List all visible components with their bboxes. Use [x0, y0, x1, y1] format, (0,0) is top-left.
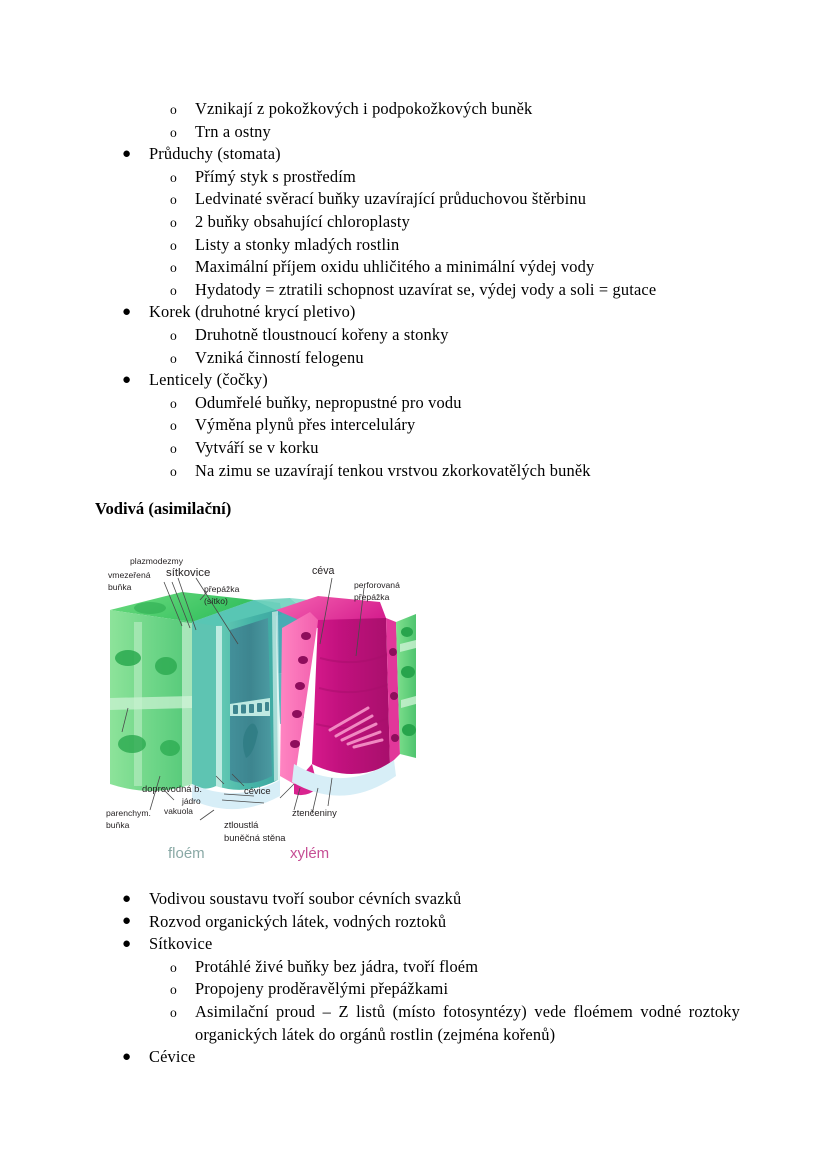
bullet-disc-icon: ●	[122, 1048, 132, 1065]
list-item	[0, 143, 828, 166]
bullet-disc-icon: ●	[122, 890, 132, 907]
figure-label-vmezerena-line2: buňka	[108, 582, 132, 592]
list-item-text: Průduchy (stomata)	[149, 144, 281, 164]
list-item-text: Odumřelé buňky, nepropustné pro vodu	[195, 392, 462, 412]
list-item	[0, 347, 828, 370]
list-item-text: Asimilační proud – Z listů (místo fotosyntézy) vede floémem vodné roztoky organických látek do orgánů rostlin (zejména kořenů)	[195, 1001, 740, 1044]
bullet-circle-icon: o	[170, 440, 177, 456]
list-item-text: Korek (druhotné krycí pletivo)	[149, 302, 356, 322]
list-item-text: Propojeny proděravělými přepážkami	[195, 979, 449, 999]
list-item-text: Ledvinaté svěrací buňky uzavírající průduchovou štěrbinu	[195, 189, 587, 209]
figure-label-perforovana-line2: přepážka	[354, 592, 390, 602]
list-item-text: Vznikají z pokožkových i podpokožkových buněk	[195, 99, 533, 118]
figure-label-jadro: jádro	[182, 796, 201, 806]
list-item	[0, 460, 828, 483]
list-item	[0, 211, 828, 234]
figure-label-vakuola: vakuola	[164, 806, 193, 816]
list-item-text: Hydatody = ztratili schopnost uzavírat se, výdej vody a soli = gutace	[195, 279, 657, 299]
figure-label-plazmodezmy: plazmodezmy	[130, 556, 184, 566]
bullet-circle-icon: o	[170, 124, 177, 140]
list-item-text: Listy a stonky mladých rostlin	[195, 234, 400, 254]
list-item-text: Lenticely (čočky)	[149, 370, 268, 390]
bullet-circle-icon: o	[170, 192, 177, 208]
list-item	[0, 279, 828, 302]
bullet-circle-icon: o	[170, 282, 177, 298]
list-item-text: Vytváří se v korku	[195, 437, 319, 457]
list-item-text: Vzniká činností felogenu	[195, 347, 364, 367]
figure-label-prepazka-line1: přepážka	[204, 584, 240, 594]
list-item-text: Přímý styk s prostředím	[195, 166, 356, 186]
vascular-tissue-diagram	[104, 548, 416, 868]
bullet-circle-icon: o	[170, 1004, 177, 1020]
bullet-circle-icon: o	[170, 463, 177, 479]
section-heading-vodiva: Vodivá (asimilační)	[95, 499, 232, 518]
bullet-circle-icon: o	[170, 327, 177, 343]
list-item	[0, 256, 828, 279]
bullet-circle-icon: o	[170, 959, 177, 975]
bullet-circle-icon: o	[170, 982, 177, 998]
bullet-circle-icon: o	[170, 350, 177, 366]
list-item-text: Rozvod organických látek, vodných roztoků	[149, 911, 447, 931]
list-item-text: Vodivou soustavu tvoří soubor cévních svazků	[149, 889, 462, 908]
figure-caption-floem: floém	[168, 845, 205, 862]
bullet-circle-icon: o	[170, 214, 177, 230]
figure-label-cevice: cévice	[244, 785, 271, 796]
bullet-circle-icon: o	[170, 102, 177, 117]
figure-label-perforovana-line1: perforovaná	[354, 580, 400, 590]
bullet-circle-icon: o	[170, 260, 177, 276]
list-item-text: Trn a ostny	[195, 121, 271, 141]
bullet-circle-icon: o	[170, 237, 177, 253]
list-item	[0, 933, 828, 956]
list-item	[0, 911, 828, 934]
list-item	[0, 392, 828, 415]
figure-caption-xylem: xylém	[290, 845, 330, 862]
list-item	[0, 414, 828, 437]
bullet-disc-icon: ●	[122, 913, 132, 930]
list-item-text: Cévice	[149, 1047, 196, 1067]
list-item-text: 2 buňky obsahující chloroplasty	[195, 211, 410, 231]
bullet-disc-icon: ●	[122, 303, 132, 320]
list-item-text: Druhotně tloustnoucí kořeny a stonky	[195, 324, 449, 344]
bullet-circle-icon: o	[170, 395, 177, 411]
list-item	[0, 437, 828, 460]
figure-label-ztloustla-line1: ztloustlá	[224, 819, 259, 830]
bullet-circle-icon: o	[170, 169, 177, 185]
bullet-disc-icon: ●	[122, 371, 132, 388]
list-item-text: Maximální příjem oxidu uhličitého a minimální výdej vody	[195, 257, 595, 277]
bullet-circle-icon: o	[170, 418, 177, 434]
figure-label-doprovodna: doprovodná b.	[142, 783, 202, 794]
list-item-text: Na zimu se uzavírají tenkou vrstvou zkorkovatělých buněk	[195, 460, 591, 480]
list-item	[0, 1046, 828, 1069]
figure-label-prepazka-line2: (sítko)	[204, 596, 228, 606]
bullet-disc-icon: ●	[122, 935, 132, 952]
figure-label-parenchym-line1: parenchym.	[106, 808, 151, 818]
list-item	[0, 234, 828, 257]
figure-label-vmezerena-line1: vmezeřená	[108, 570, 151, 580]
list-item	[0, 1001, 828, 1046]
bullet-disc-icon: ●	[122, 145, 132, 162]
list-item	[0, 188, 828, 211]
bullet-list-vodiva-pletiva	[0, 888, 828, 1069]
bullet-list-krycí-pletiva	[0, 98, 828, 482]
list-item	[0, 888, 828, 911]
list-item	[0, 166, 828, 189]
list-item-text: Výměna plynů přes interceluláry	[195, 415, 416, 435]
list-item-text: Sítkovice	[149, 934, 213, 954]
figure-label-ceva: céva	[312, 565, 335, 577]
figure-label-parenchym-line2: buňka	[106, 820, 130, 830]
list-item	[0, 369, 828, 392]
figure-label-sitkovice: sítkovice	[166, 567, 211, 579]
list-item	[0, 121, 828, 144]
list-item-text: Protáhlé živé buňky bez jádra, tvoří floém	[195, 956, 479, 976]
list-item	[0, 978, 828, 1001]
list-item	[0, 301, 828, 324]
list-item	[0, 956, 828, 979]
figure-label-ztenceniny: ztenčeniny	[292, 807, 337, 818]
list-item	[0, 98, 828, 121]
figure-label-ztloustla-line2: buněčná stěna	[224, 832, 286, 843]
list-item	[0, 324, 828, 347]
